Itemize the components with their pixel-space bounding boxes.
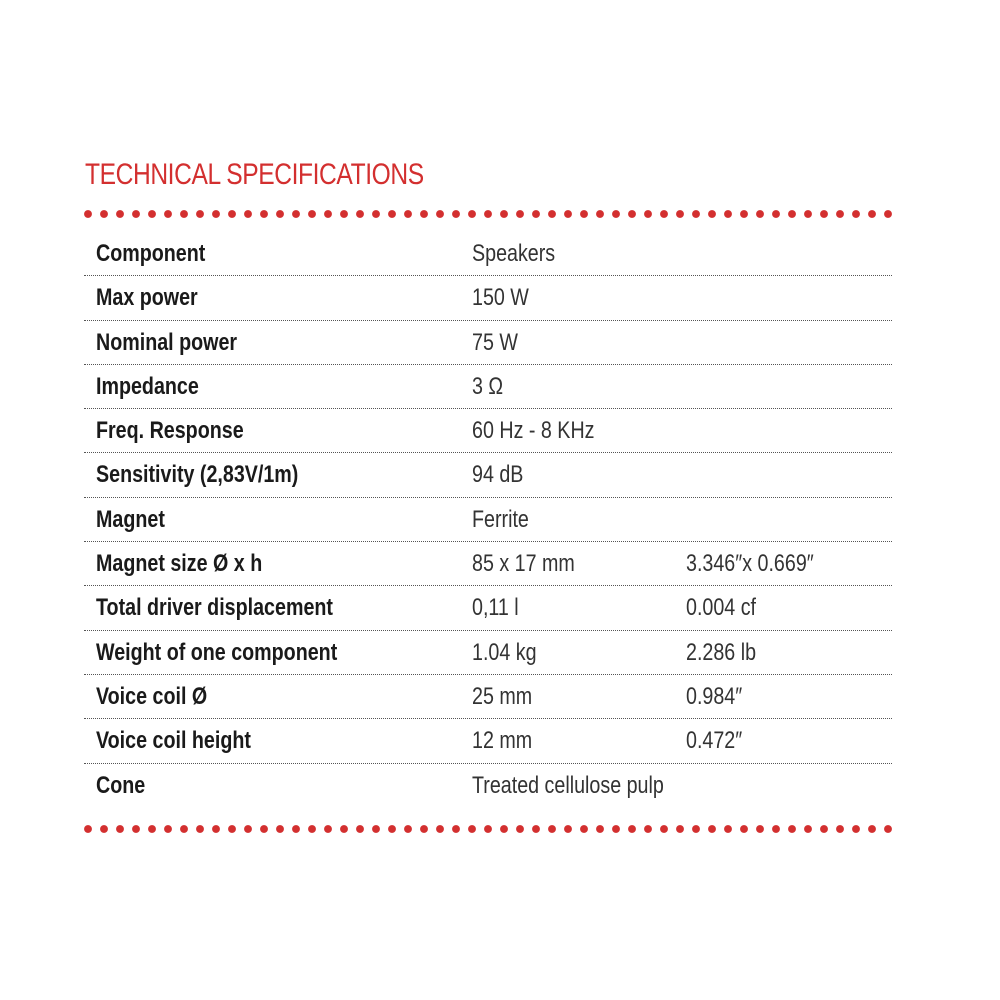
spec-label: Magnet [96,505,165,533]
spec-row-cone [84,764,892,808]
spec-value-imperial: 3.346″x 0.669″ [686,550,814,578]
spec-value: 94 dB [472,461,524,489]
spec-value: 85 x 17 mm [472,550,575,578]
spec-label: Max power [96,284,198,312]
spec-row-voice-coil-height [84,719,892,763]
spec-row-driver-displacement [84,586,892,630]
spec-row-component [84,232,892,276]
spec-label: Voice coil height [96,727,251,755]
spec-value: 25 mm [472,682,533,710]
spec-row-weight [84,631,892,675]
spec-value-imperial: 0.984″ [686,682,743,710]
spec-label: Sensitivity (2,83V/1m) [96,461,299,489]
section-title: TECHNICAL SPECIFICATIONS [85,158,424,191]
dotted-divider-bottom [80,823,895,835]
spec-label: Nominal power [96,328,238,356]
spec-value: Speakers [472,240,556,267]
spec-label: Voice coil Ø [96,682,208,710]
spec-row-freq-response [84,409,892,453]
spec-value: 1.04 kg [472,638,537,666]
dotted-divider-top [80,208,895,220]
spec-label: Impedance [96,372,199,400]
spec-value: 12 mm [472,727,533,755]
spec-label: Freq. Response [96,417,244,445]
spec-row-max-power [84,276,892,320]
spec-value: 150 W [472,284,529,312]
spec-value: 0,11 l [472,594,519,622]
spec-label: Weight of one component [96,638,338,666]
spec-row-magnet [84,498,892,542]
spec-row-nominal-power [84,321,892,365]
spec-label: Total driver displacement [96,594,333,622]
spec-value: Treated cellulose pulp [472,771,664,799]
spec-value: Ferrite [472,505,529,533]
spec-row-sensitivity [84,453,892,497]
spec-value: 3 Ω [472,372,504,400]
spec-row-magnet-size [84,542,892,586]
spec-value: 60 Hz - 8 KHz [472,417,595,445]
spec-value-imperial: 0.004 cf [686,594,757,622]
spec-row-voice-coil [84,675,892,719]
spec-value-imperial: 0.472″ [686,727,743,755]
spec-label: Magnet size Ø x h [96,550,263,578]
spec-value: 75 W [472,328,518,356]
spec-label: Cone [96,771,146,799]
spec-table [84,232,892,808]
spec-row-impedance [84,365,892,409]
spec-value-imperial: 2.286 lb [686,638,757,666]
spec-label: Component [96,240,206,267]
